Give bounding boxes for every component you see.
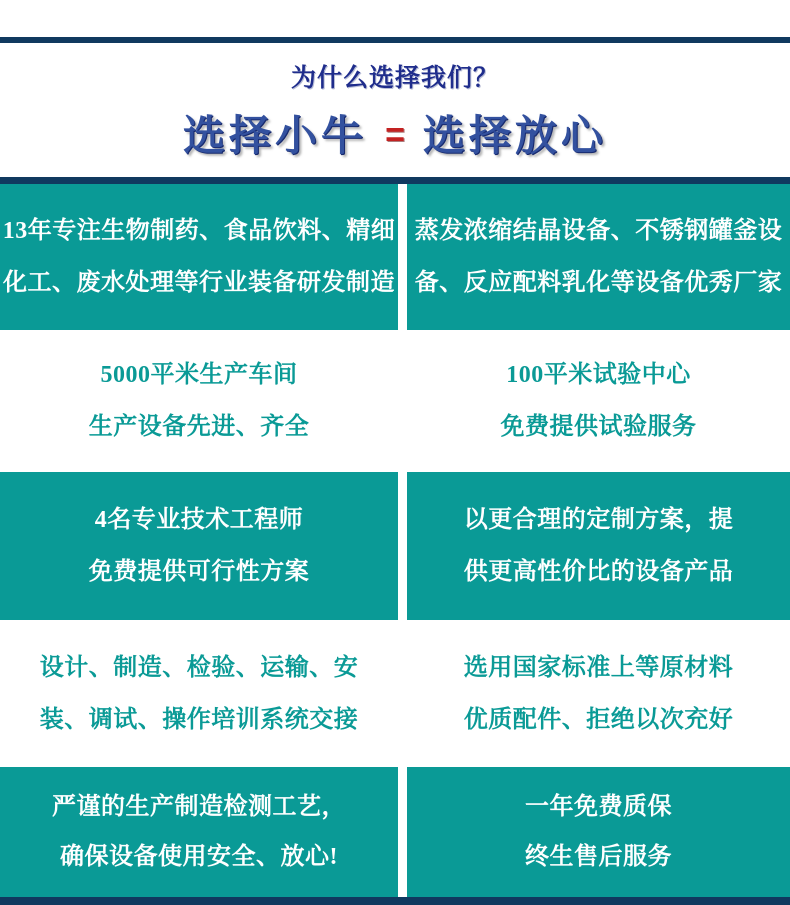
bottom-bar — [0, 897, 790, 905]
feature-line: 化工、废水处理等行业装备研发制造 — [3, 270, 395, 296]
column-divider — [398, 472, 407, 620]
header — [0, 43, 790, 177]
feature-row-1 — [0, 184, 790, 330]
feature-line: 装、调试、操作培训系统交接 — [39, 706, 359, 733]
feature-line: 免费提供可行性方案 — [88, 559, 310, 585]
feature-line: 选用国家标准上等原材料 — [463, 654, 734, 681]
feature-line: 确保设备使用安全、放心! — [60, 844, 338, 870]
feature-row-3 — [0, 472, 790, 620]
column-divider — [398, 330, 407, 472]
feature-line: 13年专注生物制药、食品饮料、精细 — [2, 218, 396, 244]
feature-cell-quality-process — [0, 767, 398, 897]
feature-line: 4名专业技术工程师 — [94, 507, 304, 533]
top-white-strip — [0, 0, 790, 37]
headline-right: 选择放心 — [422, 111, 607, 159]
feature-line: 严谨的生产制造检测工艺， — [52, 794, 346, 820]
feature-row-5 — [0, 767, 790, 897]
feature-cell-custom-plan — [407, 472, 790, 620]
header-underline-bar — [0, 177, 790, 184]
feature-cell-industries — [0, 184, 398, 330]
feature-cell-warranty — [407, 767, 790, 897]
page-title — [183, 103, 607, 163]
feature-line: 以更合理的定制方案，提 — [463, 507, 734, 533]
feature-line: 供更高性价比的设备产品 — [463, 559, 734, 585]
feature-cell-engineers — [0, 472, 398, 620]
column-divider — [398, 184, 407, 330]
feature-line: 优质配件、拒绝以次充好 — [463, 706, 734, 733]
feature-row-4 — [0, 620, 790, 767]
feature-line: 蒸发浓缩结晶设备、不锈钢罐釜设 — [414, 218, 783, 244]
column-divider — [398, 767, 407, 897]
feature-line: 备、反应配料乳化等设备优秀厂家 — [414, 270, 783, 296]
feature-grid — [0, 184, 790, 897]
feature-cell-equipment — [407, 184, 790, 330]
header-subtitle: 为什么选择我们？ — [290, 63, 499, 92]
feature-cell-test-center — [407, 330, 790, 472]
feature-cell-materials — [407, 620, 790, 767]
feature-line: 生产设备先进、齐全 — [88, 414, 310, 440]
feature-line: 终生售后服务 — [525, 844, 672, 870]
feature-line: 100平米试验中心 — [506, 362, 691, 388]
feature-line: 设计、制造、检验、运输、安 — [39, 654, 359, 681]
feature-row-2 — [0, 330, 790, 472]
headline-left: 选择小牛 — [183, 111, 368, 159]
feature-line: 5000平米生产车间 — [100, 362, 298, 388]
feature-cell-workshop — [0, 330, 398, 472]
equals-sign: = — [385, 115, 405, 154]
feature-line: 免费提供试验服务 — [500, 414, 697, 440]
column-divider — [398, 620, 407, 767]
feature-cell-service-process — [0, 620, 398, 767]
feature-line: 一年免费质保 — [525, 794, 672, 820]
